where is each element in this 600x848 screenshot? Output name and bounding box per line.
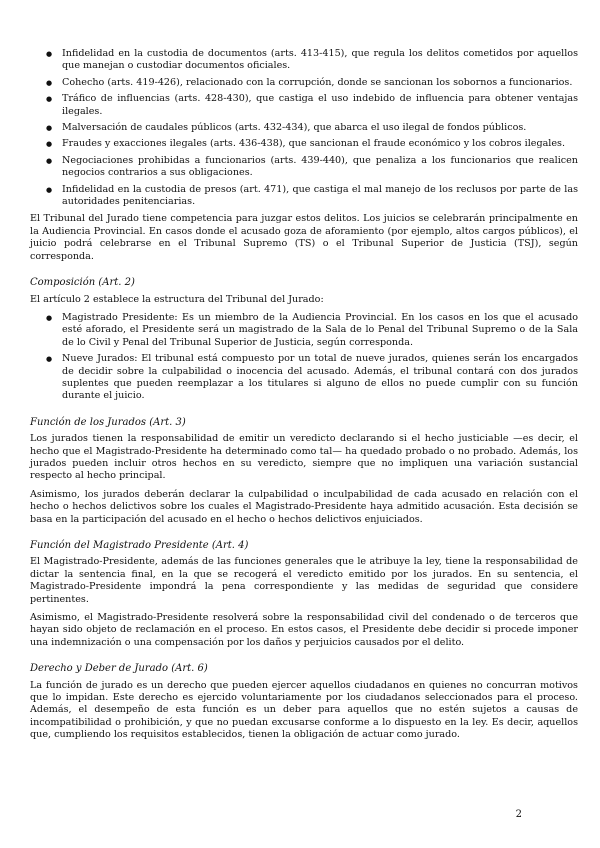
paragraph: Los jurados tienen la responsabilidad de emitir un veredicto declarando si el hecho justiciable —es decir, el hecho que el Magistrado-Presidente ha determinado como tal— ha quedado probado o no probado. Además, los jurados pueden incluir otros hechos en su veredicto, siempre que no impliquen una variación sustancial respecto al hecho principal.	[30, 433, 578, 482]
section-heading-funcion-jurados: Función de los Jurados (Art. 3)	[30, 416, 186, 428]
list-item: ● Negociaciones prohibidas a funcionarios (arts. 439-440), que penaliza a los funcionarios que realicen negocios contrarios a sus obligaciones.	[62, 155, 578, 180]
competence-paragraph: El Tribunal del Jurado tiene competencia para juzgar estos delitos. Los juicios se celebrarán principalmente en la Audiencia Provincial. En casos donde el acusado goza de aforamiento (por ejemplo, altos cargos públicos), el juicio podrá celebrarse en el Tribunal Supremo (TS) o el Tribunal Superior de Justicia (TSJ), según corresponda.	[30, 213, 578, 262]
page-number: 2	[515, 809, 522, 820]
list-item: ● Tráfico de influencias (arts. 428-430), que castiga el uso indebido de influencia para obtener ventajas ilegales.	[62, 93, 578, 118]
list-item: ● Malversación de caudales públicos (arts. 432-434), que abarca el uso ilegal de fondos públicos.	[62, 122, 578, 134]
list-item: ● Fraudes y exacciones ilegales (arts. 436-438), que sancionan el fraude económico y los cobros ilegales.	[62, 138, 578, 150]
section-heading-derecho-deber: Derecho y Deber de Jurado (Art. 6)	[30, 663, 208, 675]
section-heading-funcion-magistrado: Función del Magistrado Presidente (Art. 4)	[30, 540, 249, 551]
list-item: ● Infidelidad en la custodia de documentos (arts. 413-415), que regula los delitos cometidos por aquellos que manejan o custodiar documentos oficiales.	[62, 48, 578, 73]
composicion-list	[30, 312, 578, 403]
paragraph: El Magistrado-Presidente, además de las funciones generales que le atribuye la ley, tiene la responsabilidad de dictar la sentencia final, en la que se recogerá el veredicto emitido por los jurados. En su sentencia, el Magistrado-Presidente impondrá la pena correspondiente y las medidas de seguridad que considere pertinentes.	[30, 556, 578, 605]
list-item: ● Magistrado Presidente: Es un miembro de la Audiencia Provincial. En los casos en los que el acusado esté aforado, el Presidente será un magistrado de la Sala de lo Penal del Tribunal Supremo o de la Sala de lo Civil y Penal del Tribunal Superior de Justicia, según corresponda.	[62, 312, 578, 349]
list-item: ● Cohecho (arts. 419-426), relacionado con la corrupción, donde se sancionan los sobornos a funcionarios.	[62, 77, 578, 89]
list-item: ● Nueve Jurados: El tribunal está compuesto por un total de nueve jurados, quienes serán los encargados de decidir sobre la culpabilidad o inocencia del acusado. Además, el tribunal contará con dos jurados suplentes que pueden reemplazar a los titulares si alguno de ellos no puede cumplir con su función durante el juicio.	[62, 353, 578, 403]
crimes-list	[30, 48, 578, 208]
composicion-lead: El artículo 2 establece la estructura del Tribunal del Jurado:	[30, 293, 324, 305]
list-item: ● Infidelidad en la custodia de presos (art. 471), que castiga el mal manejo de los reclusos por parte de las autoridades penitenciarias.	[62, 184, 578, 209]
paragraph: La función de jurado es un derecho que pueden ejercer aquellos ciudadanos en quienes no concurran motivos que lo impidan. Este derecho es ejercido voluntariamente por los ciudadanos seleccionados para el proceso. Además, el desempeño de esta función es un deber para aquellos que no estén sujetos a causas de incompatibilidad o prohibición, y que no puedan excusarse conforme a lo dispuesto en la ley. Es decir, aquellos que, cumpliendo los requisitos establecidos, tienen la obligación de actuar como jurado.	[30, 679, 578, 741]
paragraph: Asimismo, el Magistrado-Presidente resolverá sobre la responsabilidad civil del condenado o de terceros que hayan sido objeto de reclamación en el proceso. En estos casos, el Presidente debe decidir si procede imponer una indemnización o una compensación por los daños y perjuicios causados por el delito.	[30, 612, 578, 648]
document-page	[30, 48, 578, 748]
section-heading-composicion: Composición (Art. 2)	[30, 277, 135, 289]
paragraph: Asimismo, los jurados deberán declarar la culpabilidad o inculpabilidad de cada acusado en relación con el hecho o hechos delictivos sobre los cuales el Magistrado-Presidente haya admitido acusación. Esta decisión se basa en la participación del acusado en el hecho o hechos delictivos enjuiciados.	[30, 488, 578, 525]
